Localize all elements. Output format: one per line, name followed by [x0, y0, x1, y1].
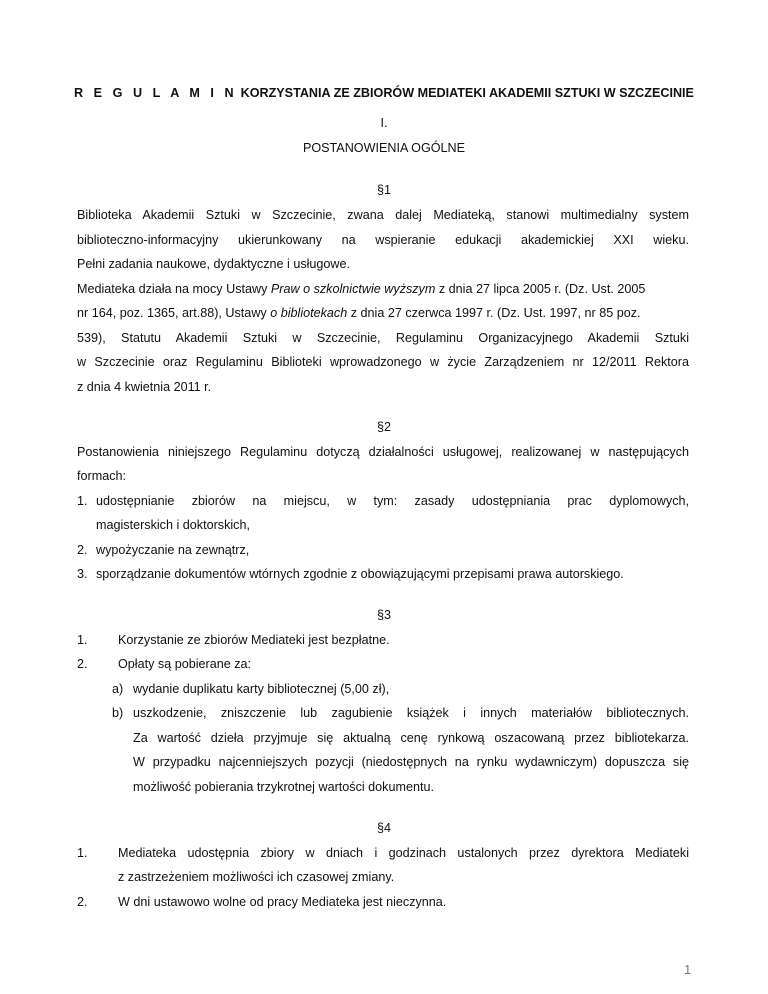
list-item: udostępnianie zbiorów na miejscu, w tym: zasady udostępniania prac dyplomowych,	[96, 494, 689, 508]
s1-line: Pełni zadania naukowe, dydaktyczne i usługowe.	[77, 257, 351, 271]
list-number: 3.	[77, 567, 88, 581]
s1-line: 539), Statutu Akademii Sztuki w Szczecinie, Regulaminu Organizacyjnego Akademii Sztuki	[77, 331, 689, 345]
title-spaced: R E G U L A M I N	[74, 86, 238, 100]
sublist-item: Za wartość dzieła przyjmuje się aktualną cenę rynkową oszacowaną przez bibliotekarza.	[133, 731, 689, 745]
list-item: sporządzanie dokumentów wtórnych zgodnie z obowiązującymi przepisami prawa autorskiego.	[96, 567, 624, 581]
s1-line: Biblioteka Akademii Sztuki w Szczecinie, zwana dalej Mediateką, stanowi multimedialny system	[77, 208, 689, 222]
sublist-item: wydanie duplikatu karty bibliotecznej (5,00 zł),	[133, 682, 390, 696]
sublist-item: uszkodzenie, zniszczenie lub zagubienie książek i innych materiałów bibliotecznych.	[133, 706, 689, 720]
s2-intro: Postanowienia niniejszego Regulaminu dotyczą działalności usługowej, realizowanej w następujących	[77, 445, 689, 459]
s1-line: biblioteczno-informacyjny ukierunkowany na wspieranie edukacji akademickiej XXI wieku.	[77, 233, 689, 247]
list-item: Korzystanie ze zbiorów Mediateki jest bezpłatne.	[118, 633, 390, 647]
s1-line: w Szczecinie oraz Regulaminu Biblioteki wprowadzonego w życie Zarządzeniem nr 12/2011 Rektora	[77, 355, 689, 369]
sublist-letter: b)	[112, 706, 124, 720]
s1-line-legal-1: Mediateka działa na mocy Ustawy Praw o szkolnictwie wyższym z dnia 27 lipca 2005 r. (Dz. Ust. 2005	[77, 282, 646, 296]
sublist-letter: a)	[112, 682, 124, 696]
list-item: wypożyczanie na zewnątrz,	[96, 543, 250, 557]
list-number: 2.	[77, 895, 88, 909]
list-number: 2.	[77, 657, 88, 671]
chapter-title: POSTANOWIENIA OGÓLNE	[302, 141, 466, 155]
s2-intro: formach:	[77, 469, 126, 483]
list-item: W dni ustawowo wolne od pracy Mediateka jest nieczynna.	[118, 895, 447, 909]
s1-line: z dnia 4 kwietnia 2011 r.	[77, 380, 212, 394]
list-item: magisterskich i doktorskich,	[96, 518, 250, 532]
title-rest: KORZYSTANIA ZE ZBIORÓW MEDIATEKI AKADEMII SZTUKI W SZCZECINIE	[237, 86, 694, 100]
list-number: 1.	[77, 633, 88, 647]
page-number: 1	[684, 962, 692, 977]
list-number: 2.	[77, 543, 88, 557]
list-number: 1.	[77, 846, 88, 860]
section-4-heading: §4	[376, 821, 391, 835]
sublist-item: W przypadku najcenniejszych pozycji (niedostępnych na rynku wydawniczym) dopuszcza się	[133, 755, 689, 769]
sublist-item: możliwość pobierania trzykrotnej wartości dokumentu.	[133, 780, 434, 794]
section-2-heading: §2	[376, 420, 391, 434]
section-3-heading: §3	[376, 608, 391, 622]
list-item: Mediateka udostępnia zbiory w dniach i godzinach ustalonych przez dyrektora Mediateki	[118, 846, 689, 860]
s1-line-legal-2: nr 164, poz. 1365, art.88), Ustawy o bibliotekach z dnia 27 czerwca 1997 r. (Dz. Ust. 1997, nr 85 poz.	[77, 306, 641, 320]
law-title-italic: Praw o szkolnictwie wyższym	[270, 282, 436, 296]
chapter-number: I.	[380, 116, 388, 130]
section-1-heading: §1	[376, 183, 391, 197]
list-number: 1.	[77, 494, 88, 508]
law-title-italic: o bibliotekach	[270, 306, 348, 320]
list-item: Opłaty są pobierane za:	[118, 657, 252, 671]
list-item: z zastrzeżeniem możliwości ich czasowej zmiany.	[118, 870, 395, 884]
document-title	[0, 86, 768, 100]
